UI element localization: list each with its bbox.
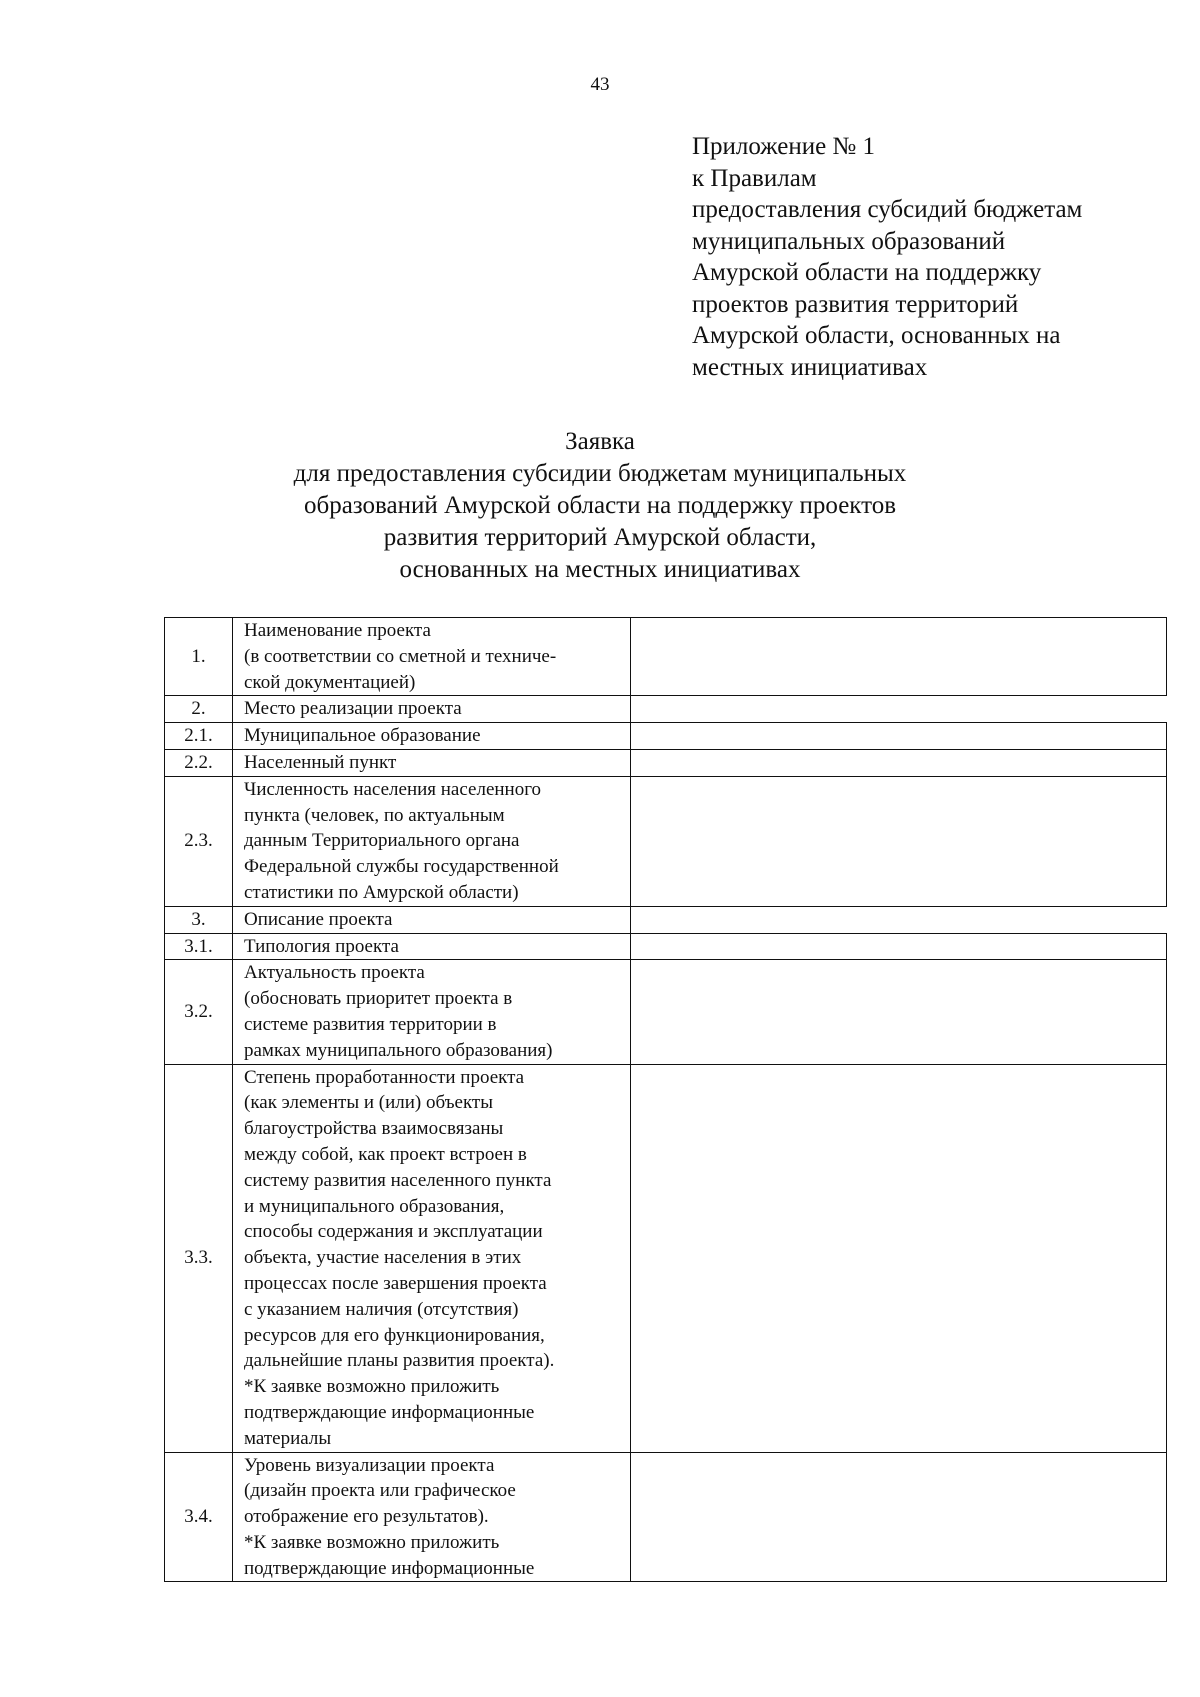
row-label-line: и муниципального образования, bbox=[244, 1195, 505, 1217]
row-label-line: ской документацией) bbox=[244, 671, 416, 693]
row-label-line: отображение его результатов). bbox=[244, 1506, 489, 1528]
section-blank bbox=[631, 906, 1167, 933]
row-label-line: *К заявке возможно приложить bbox=[244, 1376, 500, 1398]
table-row bbox=[165, 933, 1167, 960]
row-label bbox=[233, 1452, 631, 1582]
title-line: развития территорий Амурской области, bbox=[383, 524, 817, 551]
appendix-line: Амурской области на поддержку bbox=[692, 259, 1042, 286]
row-label-line: с указанием наличия (отсутствия) bbox=[244, 1298, 519, 1320]
row-label-line: Степень проработанности проекта bbox=[244, 1066, 525, 1088]
row-number: 1. bbox=[165, 618, 233, 696]
document-title bbox=[0, 426, 1200, 586]
row-label bbox=[233, 906, 631, 933]
section-row bbox=[165, 906, 1167, 933]
row-label-line: Численность населения населенного bbox=[244, 778, 542, 800]
row-label-line: объекта, участие населения в этих bbox=[244, 1247, 522, 1269]
row-label-line: материалы bbox=[244, 1427, 332, 1449]
appendix-line: муниципальных образований bbox=[692, 227, 1006, 255]
value-cell[interactable] bbox=[631, 776, 1167, 906]
row-label-line: *К заявке возможно приложить bbox=[244, 1531, 500, 1553]
table-row bbox=[165, 618, 1167, 696]
row-label bbox=[233, 618, 631, 696]
row-label-line: (как элементы и (или) объекты bbox=[244, 1092, 493, 1114]
value-cell[interactable] bbox=[631, 1064, 1167, 1452]
row-label-line: (обосновать приоритет проекта в bbox=[244, 988, 513, 1010]
row-label-line: данным Территориального органа bbox=[244, 830, 520, 852]
value-cell[interactable] bbox=[631, 749, 1167, 776]
value-cell[interactable] bbox=[631, 618, 1167, 696]
row-number: 3. bbox=[165, 906, 233, 933]
section-blank bbox=[631, 696, 1167, 723]
table-row bbox=[165, 1064, 1167, 1452]
row-label-line: Наименование проекта bbox=[244, 620, 431, 641]
row-label-line: Муниципальное образование bbox=[244, 725, 481, 747]
row-label-line: дальнейшие планы развития проекта). bbox=[244, 1350, 555, 1372]
row-label-line: Типология проекта bbox=[244, 935, 399, 957]
title-line: Заявка bbox=[565, 428, 635, 455]
row-label-line: подтверждающие информационные bbox=[244, 1401, 535, 1423]
table-row bbox=[165, 960, 1167, 1064]
page-number: 43 bbox=[590, 74, 610, 95]
row-label-line: (в соответствии со сметной и техниче- bbox=[244, 645, 557, 667]
row-number: 3.4. bbox=[165, 1452, 233, 1582]
row-label bbox=[233, 749, 631, 776]
value-cell[interactable] bbox=[631, 1452, 1167, 1582]
row-label-line: Описание проекта bbox=[244, 908, 393, 930]
row-label-line: Уровень визуализации проекта bbox=[244, 1454, 495, 1476]
title-line: основанных на местных инициативах bbox=[399, 556, 801, 583]
appendix-line: Амурской области, основанных на bbox=[692, 322, 1061, 349]
application-form-table bbox=[164, 617, 1167, 1582]
row-label-line: Актуальность проекта bbox=[244, 962, 425, 984]
row-label bbox=[233, 1064, 631, 1452]
row-label-line: подтверждающие информационные bbox=[244, 1557, 535, 1579]
value-cell[interactable] bbox=[631, 960, 1167, 1064]
title-line: для предоставления субсидии бюджетам муниципальных bbox=[293, 460, 907, 487]
row-label-line: систему развития населенного пункта bbox=[244, 1169, 552, 1191]
section-row bbox=[165, 696, 1167, 723]
row-label-line: Федеральной службы государственной bbox=[244, 856, 559, 878]
row-label bbox=[233, 776, 631, 906]
table-row bbox=[165, 776, 1167, 906]
row-label-line: Населенный пункт bbox=[244, 751, 397, 773]
row-label-line: статистики по Амурской области) bbox=[244, 881, 519, 903]
row-number: 3.3. bbox=[165, 1064, 233, 1452]
row-number: 2.2. bbox=[165, 749, 233, 776]
row-number: 3.2. bbox=[165, 960, 233, 1064]
table-row bbox=[165, 749, 1167, 776]
table-row bbox=[165, 1452, 1167, 1582]
appendix-line: к Правилам bbox=[692, 164, 817, 192]
row-label-line: (дизайн проекта или графическое bbox=[244, 1480, 516, 1502]
row-label-line: благоустройства взаимосвязаны bbox=[244, 1118, 504, 1140]
value-cell[interactable] bbox=[631, 723, 1167, 750]
row-label bbox=[233, 960, 631, 1064]
appendix-line: проектов развития территорий bbox=[692, 290, 1019, 318]
row-number: 3.1. bbox=[165, 933, 233, 960]
table-row bbox=[165, 723, 1167, 750]
appendix-line: местных инициативах bbox=[692, 353, 928, 381]
row-number: 2.1. bbox=[165, 723, 233, 750]
row-label-line: процессах после завершения проекта bbox=[244, 1272, 547, 1294]
title-line: образований Амурской области на поддержку проектов bbox=[303, 492, 897, 519]
row-label bbox=[233, 933, 631, 960]
row-label-line: ресурсов для его функционирования, bbox=[244, 1324, 545, 1346]
row-label-line: способы содержания и эксплуатации bbox=[244, 1221, 543, 1243]
appendix-line: Приложение № 1 bbox=[692, 133, 876, 160]
appendix-line: предоставления субсидий бюджетам bbox=[692, 196, 1083, 223]
row-label-line: Место реализации проекта bbox=[244, 698, 462, 720]
row-number: 2. bbox=[165, 696, 233, 723]
row-label-line: пункта (человек, по актуальным bbox=[244, 804, 505, 826]
value-cell[interactable] bbox=[631, 933, 1167, 960]
row-number: 2.3. bbox=[165, 776, 233, 906]
appendix-header bbox=[692, 131, 1162, 383]
row-label bbox=[233, 723, 631, 750]
row-label-line: системе развития территории в bbox=[244, 1013, 497, 1035]
row-label-line: рамках муниципального образования) bbox=[244, 1039, 553, 1061]
row-label-line: между собой, как проект встроен в bbox=[244, 1143, 527, 1165]
row-label bbox=[233, 696, 631, 723]
